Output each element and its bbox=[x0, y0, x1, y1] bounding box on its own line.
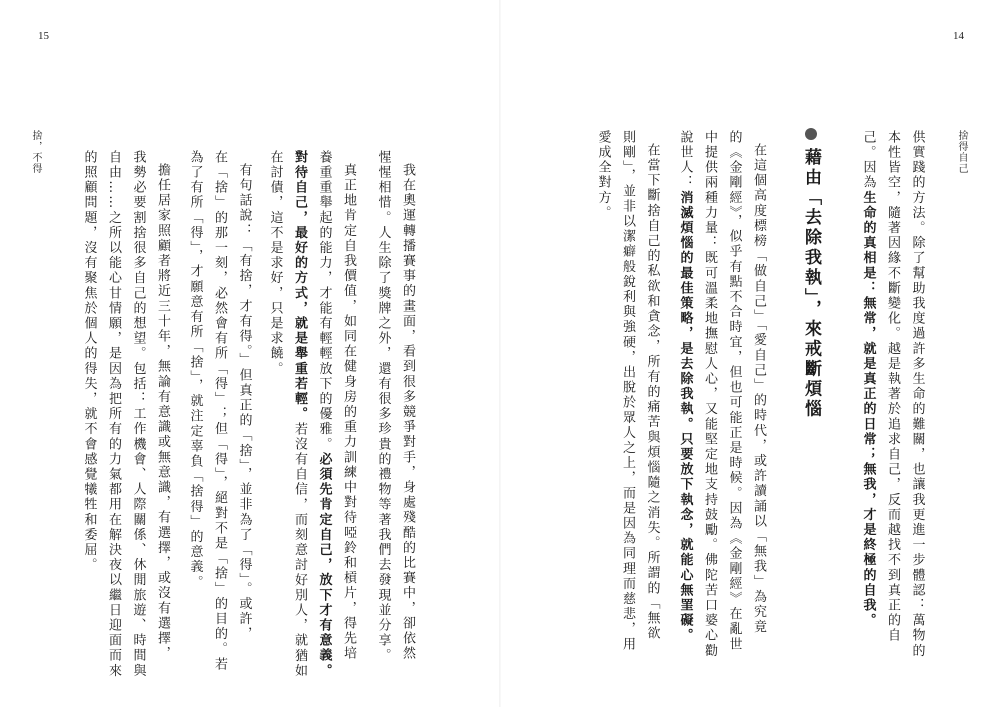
text-run: 說世人： bbox=[677, 130, 693, 191]
text-column: 在「捨」的那一刻，必然會有所「得」；但「得」，絕對不是「捨」的目的。若 bbox=[212, 150, 227, 672]
left-page-para4 bbox=[76, 150, 174, 679]
text-column: 為了有所「得」，才願意有所「捨」，就注定辜負「捨得」的意義。 bbox=[187, 150, 203, 590]
page-number-right: 14 bbox=[953, 30, 964, 42]
text-column bbox=[855, 130, 880, 650]
text-run: 本性皆空，隨著因緣不斷變化。越是執著於追求自己，反而越找不到真正的自 bbox=[885, 130, 900, 644]
text-column bbox=[880, 130, 905, 650]
bold-text: 必須先肯定自己，放下才有意義。 bbox=[316, 452, 332, 679]
text-column: 在當下斷捨自己的私欲和貪念，所有的痛苦與煩惱隨之消失。所謂的「無欲 bbox=[644, 143, 660, 642]
bold-text: 生命的真相是：無常，就是真正的日常；無我，才是終極的自我。 bbox=[860, 190, 876, 629]
right-page-para1 bbox=[855, 130, 929, 659]
text-column bbox=[672, 130, 697, 650]
bold-text: 消滅煩惱的最佳策略，是去除我執。只要放下執念，就能心無罣礙。 bbox=[677, 190, 693, 644]
text-run: 己。因為 bbox=[860, 130, 876, 191]
text-column: 有句話說：「有捨，才有得。」但真正的「捨」，並非為了「得」。或許， bbox=[236, 163, 252, 642]
left-page-para1 bbox=[370, 150, 419, 664]
text-column: 供實踐的方法。除了幫助我度過許多生命的難關，也讓我更進一步體認：萬物的 bbox=[909, 130, 925, 659]
text-column: 擔任居家照顧者將近三十年，無論有意識或無意識，有選擇，或沒有選擇， bbox=[155, 163, 170, 662]
text-run: 若沒有自信，而刻意討好別人，就猶如 bbox=[292, 421, 307, 679]
bullet-icon bbox=[805, 128, 817, 140]
running-head-right: 捨得自己 bbox=[956, 130, 967, 174]
text-column bbox=[287, 150, 312, 679]
right-page-para2 bbox=[672, 130, 770, 659]
text-column: 我勢必要割捨很多自己的想望。包括：工作機會、人際關係、休閒旅遊、時間與 bbox=[130, 150, 146, 679]
text-column: 在這個高度標榜「做自己」「愛自己」的時代，或許讀誦以「無我」為究竟 bbox=[751, 143, 766, 635]
page-number-left: 15 bbox=[38, 30, 49, 42]
bold-text: 對待自己，最好的方式，就是舉重若輕。 bbox=[292, 150, 307, 422]
text-column bbox=[311, 150, 336, 679]
text-column: 在討債，這不是求好，只是求饒。 bbox=[267, 150, 283, 377]
left-page-para3 bbox=[182, 150, 256, 672]
text-column: 我在奧運轉播賽事的畫面，看到很多競爭對手，身處殘酷的比賽中，卻依然 bbox=[400, 163, 415, 662]
text-column: 自由……之所以能心甘情願，是因為把所有的力氣都用在解決夜以繼日迎面而來 bbox=[106, 150, 121, 679]
text-column: 中提供兩種力量：既可溫柔地撫慰人心，又能堅定地支持鼓勵。佛陀苦口婆心勸 bbox=[702, 130, 717, 659]
text-column: 愛成全對方。 bbox=[595, 130, 611, 221]
text-run: 養重重舉起的能力，才能有輕輕放下的優雅。 bbox=[316, 150, 332, 452]
section-heading bbox=[799, 128, 824, 420]
text-column: 真正地肯定自我價值，如同在健身房的重力訓練中對待啞鈴和槓片，得先培 bbox=[341, 163, 356, 662]
right-page-para3 bbox=[590, 130, 664, 650]
book-gutter bbox=[499, 0, 501, 707]
text-column: 的照顧問題，沒有聚焦於個人的得失，就不會感覺犧牲和委屈。 bbox=[81, 150, 97, 573]
text-column: 的《金剛經》，似乎有點不合時宜，但也可能正是時候。因為《金剛經》在亂世 bbox=[726, 130, 742, 652]
section-heading-text: 藉由「去除我執」，來戒斷煩惱 bbox=[801, 148, 821, 420]
left-page-para2 bbox=[262, 150, 360, 679]
text-column: 則剛」，並非以潔癖般銳利與強硬，出脫於眾人之上，而是因為同理而慈悲，用 bbox=[620, 130, 635, 652]
text-column: 惺惺相惜。人生除了獎牌之外，還有很多珍貴的禮物等著我們去發現並分享。 bbox=[375, 150, 391, 664]
running-head-left: 捨，不得 bbox=[30, 130, 41, 174]
